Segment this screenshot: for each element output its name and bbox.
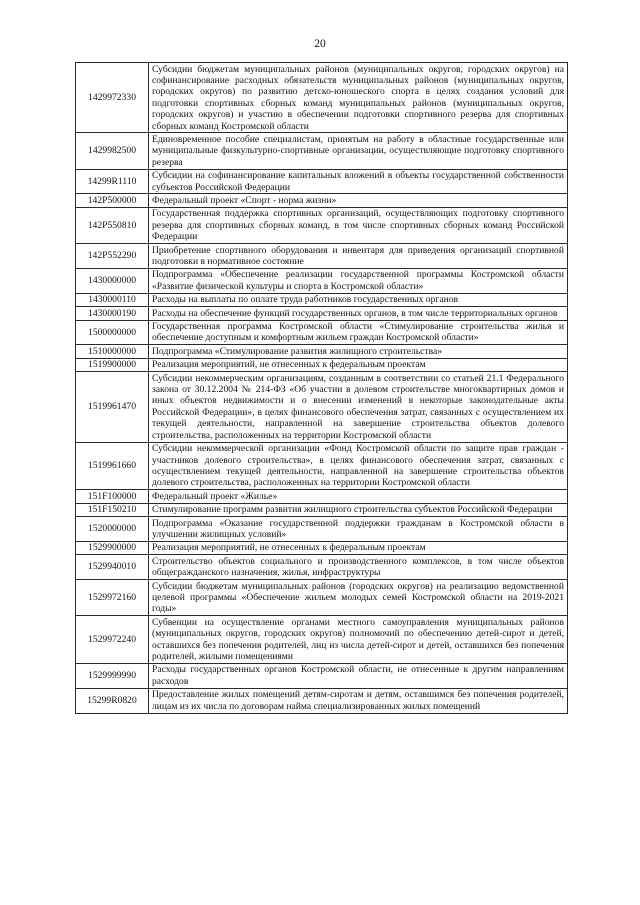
table-body (76, 63, 568, 714)
table-row (76, 194, 568, 207)
expense-description: Федеральный проект «Спорт - норма жизни» (149, 194, 568, 207)
expense-description: Расходы на выплаты по оплате труда работников государственных органов (149, 293, 568, 306)
table-row (76, 490, 568, 503)
expense-code: 142P552290 (76, 244, 149, 269)
expense-code: 1529999990 (76, 663, 149, 688)
table-row (76, 63, 568, 133)
table-row (76, 541, 568, 554)
table-row (76, 517, 568, 542)
expense-code: 142P500000 (76, 194, 149, 207)
expense-code: 1429972330 (76, 63, 149, 133)
expense-description: Расходы на обеспечение функций государственных органов, в том числе территориальных органов (149, 307, 568, 320)
expense-description: Субсидии бюджетам муниципальных районов (городских округов) на реализацию ведомственной целевой программы «Обеспечение жильем молодых семей Костромской области на 2019-2021 годы» (149, 580, 568, 616)
expense-code: 142P550810 (76, 207, 149, 243)
expense-description: Расходы государственных органов Костромской области, не отнесенные к другим направлениям расходов (149, 663, 568, 688)
expense-code: 151F150210 (76, 503, 149, 516)
table-row (76, 293, 568, 306)
table-row (76, 663, 568, 688)
expense-code: 1520000000 (76, 517, 149, 542)
expense-description: Субсидии некоммерческим организациям, созданным в соответствии со статьей 21.1 Федерального закона от 30.12.2004 № 214-ФЗ «Об участии в долевом строительстве многоквартирных домов и иных объектов недвижимости и о внесении изменений в некоторые законодательные акты Российской Федерации», в целях финансового обеспечения затрат, связанных с осуществлением их текущей деятельности, направленной на завершение строительства объектов долевого строительства, расположенных на территории Костромской области (149, 372, 568, 442)
expense-code: 1430000110 (76, 293, 149, 306)
expense-code: 1529972160 (76, 580, 149, 616)
table-row (76, 268, 568, 293)
expense-code: 15299R0820 (76, 688, 149, 713)
expense-description: Подпрограмма «Стимулирование развития жилищного строительства» (149, 345, 568, 358)
expense-description: Предоставление жилых помещений детям-сиротам и детям, оставшимся без попечения родителей, лицам из их числа по договорам найма специализированных жилых помещений (149, 688, 568, 713)
expense-description: Подпрограмма «Обеспечение реализации государственной программы Костромской области «Развитие физической культуры и спорта в Костромской области» (149, 268, 568, 293)
expense-code: 1529900000 (76, 541, 149, 554)
expense-code: 1519900000 (76, 358, 149, 371)
table-row (76, 503, 568, 516)
expense-code: 14299R1110 (76, 169, 149, 194)
expense-description: Субсидии бюджетам муниципальных районов (муниципальных округов, городских округов) на софинансирование расходных обязательств муниципальных районов (муниципальных округов, городских округов) по развитию детско-юношеского спорта в целях создания условий для подготовки спортивных сборных команд муниципальных районов (муниципальных округов, городских округов) и участию в обеспечении подготовки спортивного резерва для спортивных сборных команд Костромской области (149, 63, 568, 133)
table-row (76, 372, 568, 442)
expense-description: Строительство объектов социального и производственного комплексов, в том числе объектов общегражданского назначения, жилья, инфраструктуры (149, 555, 568, 580)
table-row (76, 616, 568, 664)
table-row (76, 244, 568, 269)
expense-description: Приобретение спортивного оборудования и инвентаря для приведения организаций спортивной подготовки в нормативное состояние (149, 244, 568, 269)
expense-code: 1519961470 (76, 372, 149, 442)
table-row (76, 169, 568, 194)
table-row (76, 688, 568, 713)
expense-description: Стимулирование программ развития жилищного строительства субъектов Российской Федерации (149, 503, 568, 516)
table-row (76, 345, 568, 358)
budget-codes-table (75, 62, 568, 714)
expense-code: 151F100000 (76, 490, 149, 503)
table-row (76, 320, 568, 345)
page-number: 20 (314, 38, 326, 50)
expense-code: 1429982500 (76, 133, 149, 169)
expense-code: 1430000190 (76, 307, 149, 320)
table-row (76, 133, 568, 169)
expense-description: Реализация мероприятий, не отнесенных к федеральным проектам (149, 358, 568, 371)
expense-code: 1519961660 (76, 442, 149, 490)
table-row (76, 307, 568, 320)
expense-description: Субсидии на софинансирование капитальных вложений в объекты государственной собственности субъектов Российской Федерации (149, 169, 568, 194)
expense-description: Подпрограмма «Оказание государственной поддержки гражданам в Костромской области в улучшении жилищных условий» (149, 517, 568, 542)
table-row (76, 555, 568, 580)
expense-code: 1430000000 (76, 268, 149, 293)
expense-code: 1529972240 (76, 616, 149, 664)
table-row (76, 358, 568, 371)
expense-description: Единовременное пособие специалистам, принятым на работу в областные государственные или муниципальные физкультурно-спортивные организации, осуществляющие подготовку спортивного резерва (149, 133, 568, 169)
expense-description: Государственная программа Костромской области «Стимулирование строительства жилья и обеспечение доступным и комфортным жильем граждан Костромской области» (149, 320, 568, 345)
expense-description: Субвенции на осуществление органами местного самоуправления муниципальных районов (муниципальных округов, городских округов) полномочий по обеспечению детей-сирот и детей, оставшихся без попечения родителей, лиц из числа детей-сирот и детей, оставшихся без попечения родителей, жилыми помещениями (149, 616, 568, 664)
expense-description: Реализация мероприятий, не отнесенных к федеральным проектам (149, 541, 568, 554)
expense-code: 1510000000 (76, 345, 149, 358)
expense-description: Федеральный проект «Жилье» (149, 490, 568, 503)
expense-code: 1529940010 (76, 555, 149, 580)
expense-description: Государственная поддержка спортивных организаций, осуществляющих подготовку спортивного резерва для спортивных сборных команд, в том числе спортивных сборных команд Российской Федерации (149, 207, 568, 243)
table-row (76, 580, 568, 616)
table-row (76, 442, 568, 490)
expense-description: Субсидии некоммерческой организации «Фонд Костромской области по защите прав граждан - участников долевого строительства», в целях финансового обеспечения затрат, связанных с осуществлением текущей деятельности, направленной на завершение строительства объектов долевого строительства, расположенных на территории Костромской области (149, 442, 568, 490)
table-row (76, 207, 568, 243)
expense-code: 1500000000 (76, 320, 149, 345)
